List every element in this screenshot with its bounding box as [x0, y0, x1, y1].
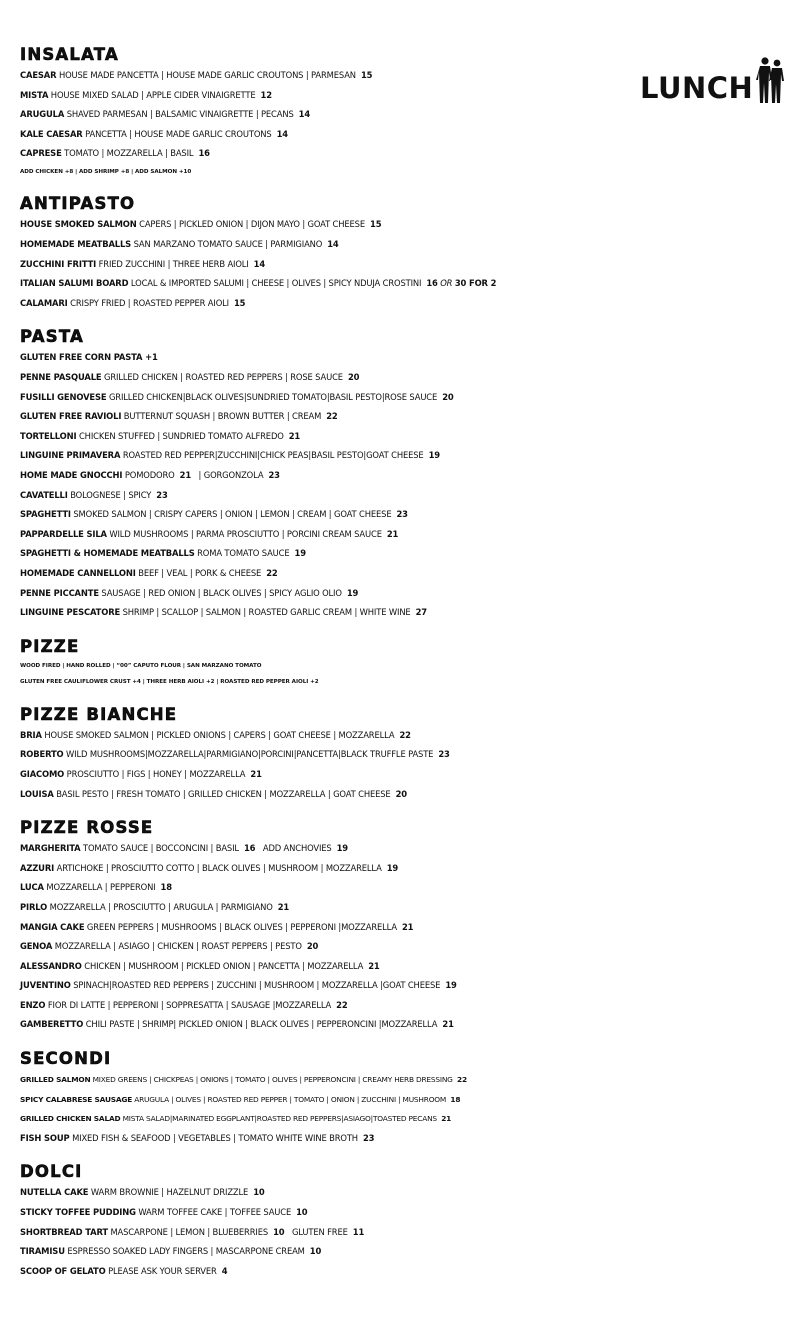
item-name: ENZO [20, 999, 46, 1010]
menu-item [20, 1070, 790, 1090]
item-description: BOLOGNESE | SPICY [70, 489, 152, 500]
item-description: BEEF | VEAL | PORK & CHEESE [138, 567, 262, 578]
item-name: ALESSANDRO [20, 960, 82, 971]
section-gap [20, 623, 790, 636]
item-price: 23 [438, 749, 450, 760]
item-name: HOMEMADE MEATBALLS [20, 239, 132, 250]
item-price: 19 [386, 862, 399, 873]
item-description: POMODORO [124, 470, 175, 480]
item-price: 15 [370, 219, 382, 230]
item-price: 21 [179, 470, 191, 480]
item-name: GRILLED SALMON [20, 1075, 91, 1085]
item-price: 21 [368, 960, 380, 971]
item-description: MIXED FISH & SEAFOOD | VEGETABLES | TOMATO WHITE WINE BROTH [72, 1132, 358, 1143]
item-description: WARM BROWNIE | HAZELNUT DRIZZLE [90, 1187, 249, 1198]
item-description: CHICKEN STUFFED | SUNDRIED TOMATO ALFREDO [78, 430, 284, 441]
menu-item [20, 505, 790, 525]
item-description: SHAVED PARMESAN | BALSAMIC VINAIGRETTE | PECANS [66, 109, 294, 120]
item-name: PENNE PASQUALE [20, 372, 102, 383]
menu-item [20, 584, 790, 604]
item-description: ARTICHOKE | PROSCIUTTO COTTO | BLACK OLIVES | MUSHROOM | MOZZARELLA [56, 862, 382, 873]
item-price: 21 [402, 921, 414, 932]
menu-item [20, 1242, 790, 1262]
item-price: 19 [428, 450, 440, 461]
item-name: LUCA [20, 882, 44, 893]
item-name: LINGUINE PESCATORE [20, 607, 121, 618]
item-price: 14 [253, 258, 266, 269]
menu-item [20, 937, 790, 957]
menu-item [20, 785, 790, 805]
menu-item [20, 125, 790, 145]
item-description: PANCETTA | HOUSE MADE GARLIC CROUTONS [85, 128, 272, 139]
item-name: PENNE PICCANTE [20, 587, 99, 598]
menu-item [20, 859, 790, 879]
menu-note: ADD CHICKEN +8 | ADD SHRIMP +8 | ADD SALMON +10 [20, 168, 192, 175]
item-price-extra: 30 FOR 2 [454, 278, 497, 289]
item-description: SHRIMP | SCALLOP | SALMON | ROASTED GARLIC CREAM | WHITE WINE [122, 607, 411, 618]
item-description: MASCARPONE | LEMON | BLUEBERRIES [110, 1226, 269, 1237]
item-price: 22 [266, 567, 278, 578]
menu-item [20, 86, 790, 106]
item-price: 22 [336, 999, 348, 1010]
item-name: KALE CAESAR [20, 128, 83, 139]
item-name: GLUTEN FREE CORN PASTA +1 [20, 352, 158, 363]
price-or: OR [440, 278, 453, 289]
menu-item [20, 368, 790, 388]
item-name: LOUISA [20, 788, 54, 799]
item-description-extra: ADD ANCHOVIES [262, 843, 332, 854]
item-description: BASIL PESTO | FRESH TOMATO | GRILLED CHICKEN | MOZZARELLA | GOAT CHEESE [56, 788, 391, 799]
item-name: CALAMARI [20, 297, 68, 308]
item-description: MOZZARELLA | PEPPERONI [46, 882, 156, 893]
item-description: PLEASE ASK YOUR SERVER [108, 1265, 217, 1276]
item-price: 10 [273, 1226, 285, 1237]
menu-note: GLUTEN FREE CAULIFLOWER CRUST +4 | THREE HERB AIOLI +2 | ROASTED RED PEPPER AIOLI +2 [20, 679, 319, 686]
item-description: LOCAL & IMPORTED SALUMI | CHEESE | OLIVES | SPICY NDUJA CROSTINI [130, 278, 422, 289]
item-name: SPAGHETTI [20, 509, 71, 520]
item-description: MOZZARELLA | ASIAGO | CHICKEN | ROAST PEPPERS | PESTO [54, 941, 302, 952]
item-price: 19 [346, 587, 359, 598]
item-description: CRISPY FRIED | ROASTED PEPPER AIOLI [70, 297, 229, 308]
menu-section [20, 704, 790, 804]
item-price: 21 [386, 528, 399, 539]
item-price: 21 [277, 901, 290, 912]
item-price: 18 [450, 1094, 461, 1104]
item-name: AZZURI [20, 862, 55, 873]
menu-item [20, 274, 790, 294]
item-name: ITALIAN SALUMI BOARD [20, 278, 129, 289]
item-price: 27 [415, 607, 427, 618]
menu-item [20, 603, 790, 623]
menu-section [20, 1161, 790, 1281]
item-price: 22 [457, 1075, 467, 1085]
menu-item [20, 564, 790, 584]
section-title: DOLCI [20, 1162, 83, 1182]
item-price: 12 [260, 89, 272, 100]
item-description: ARUGULA | OLIVES | ROASTED RED PEPPER | TOMATO | ONION | ZUCCHINI | MUSHROOM [134, 1094, 447, 1104]
section-title: PASTA [20, 327, 84, 347]
menu-item [20, 839, 790, 859]
item-description: HOUSE MADE PANCETTA | HOUSE MADE GARLIC CROUTONS | PARMESAN [58, 70, 356, 80]
item-price: 15 [234, 297, 246, 308]
item-description-extra: | GORGONZOLA [198, 470, 264, 480]
item-price: 10 [253, 1187, 265, 1198]
menu-section [20, 44, 790, 180]
item-price: 20 [442, 391, 454, 402]
item-description: WARM TOFFEE CAKE | TOFFEE SAUCE [138, 1207, 292, 1218]
menu-item [20, 745, 790, 765]
item-description: WILD MUSHROOMS | PARMA PROSCIUTTO | PORCINI CREAM SAUCE [109, 528, 382, 539]
section-gap [20, 1035, 790, 1048]
item-name: GIACOMO [20, 768, 65, 779]
item-name: HOMEMADE CANNELLONI [20, 567, 136, 578]
lunch-title: LUNCH [640, 71, 754, 105]
menu-item [20, 996, 790, 1016]
item-description: SMOKED SALMON | CRISPY CAPERS | ONION | LEMON | CREAM | GOAT CHEESE [73, 509, 392, 520]
item-description: CAPERS | PICKLED ONION | DIJON MAYO | GOAT CHEESE [139, 219, 365, 230]
item-price: 14 [276, 128, 288, 139]
item-name: SCOOP OF GELATO [20, 1265, 106, 1276]
menu-item [20, 486, 790, 506]
menu-item [20, 105, 790, 125]
item-name: BRIA [20, 729, 42, 740]
menu-item [20, 427, 790, 447]
item-name: SHORTBREAD TART [20, 1226, 108, 1237]
item-price: 15 [360, 70, 373, 80]
section-title: PIZZE BIANCHE [20, 704, 178, 724]
menu-section [20, 1048, 790, 1148]
item-name: GLUTEN FREE RAVIOLI [20, 411, 122, 422]
section-title: SECONDI [20, 1049, 112, 1069]
item-price: 14 [298, 109, 311, 120]
item-description: HOUSE SMOKED SALMON | PICKLED ONIONS | CAPERS | GOAT CHEESE | MOZZARELLA [44, 729, 395, 740]
item-price: 22 [326, 411, 338, 422]
item-price: 23 [362, 1132, 375, 1143]
menu-item [20, 348, 790, 368]
menu-item [20, 544, 790, 564]
item-name: PIRLO [20, 901, 48, 912]
item-price: 16 [243, 843, 256, 854]
menu-item [20, 976, 790, 996]
item-description: GRILLED CHICKEN | ROASTED RED PEPPERS | ROSE SAUCE [104, 372, 343, 383]
item-description: FRIED ZUCCHINI | THREE HERB AIOLI [98, 258, 249, 269]
menu-item [20, 144, 790, 164]
item-name: CAVATELLI [20, 489, 68, 500]
menu-section [20, 817, 790, 1035]
item-name: SPICY CALABRESE SAUSAGE [20, 1094, 133, 1104]
item-description: GRILLED CHICKEN|BLACK OLIVES|SUNDRIED TOMATO|BASIL PESTO|ROSE SAUCE [108, 391, 438, 402]
item-description: FIOR DI LATTE | PEPPERONI | SOPPRESATTA | SAUSAGE |MOZZARELLA [47, 999, 332, 1010]
item-name: SPAGHETTI & HOMEMADE MEATBALLS [20, 548, 195, 559]
item-name: JUVENTINO [20, 980, 71, 991]
item-price: 18 [160, 882, 172, 893]
item-name: TORTELLONI [20, 430, 77, 441]
item-description: MOZZARELLA | PROSCIUTTO | ARUGULA | PARMIGIANO [49, 901, 273, 912]
item-price: 14 [327, 239, 339, 250]
item-name: ARUGULA [20, 109, 65, 120]
menu-item [20, 726, 790, 746]
item-price: 20 [395, 788, 407, 799]
menu-section [20, 193, 790, 313]
item-description: ROASTED RED PEPPER|ZUCCHINI|CHICK PEAS|BASIL PESTO|GOAT CHEESE [122, 450, 424, 461]
item-price: 16 [198, 148, 210, 159]
menu-item [20, 898, 790, 918]
item-price-extra: 19 [336, 843, 348, 854]
menu-item [20, 1223, 790, 1243]
menu-item [20, 466, 790, 486]
menu-section [20, 636, 790, 691]
item-price: 21 [288, 430, 301, 441]
item-description: ESPRESSO SOAKED LADY FINGERS | MASCARPONE CREAM [67, 1246, 305, 1257]
item-price: 20 [347, 372, 360, 383]
item-description: ROMA TOMATO SAUCE [197, 548, 290, 559]
menu-item [20, 1109, 790, 1129]
item-price-extra: 23 [268, 470, 280, 480]
section-title: INSALATA [20, 45, 119, 64]
section-title: ANTIPASTO [20, 194, 136, 214]
menu-item [20, 957, 790, 977]
menu-item [20, 1129, 790, 1149]
item-price: 19 [445, 980, 457, 991]
item-name: NUTELLA CAKE [20, 1187, 89, 1198]
item-name: PAPPARDELLE SILA [20, 528, 107, 539]
menu-item [20, 525, 790, 545]
menu-item [20, 255, 790, 275]
item-price: 19 [294, 548, 306, 559]
item-description: WILD MUSHROOMS|MOZZARELLA|PARMIGIANO|PORCINI|PANCETTA|BLACK TRUFFLE PASTE [66, 749, 434, 760]
section-gap [20, 804, 790, 817]
menu-item [20, 235, 790, 255]
item-description: MISTA SALAD|MARINATED EGGPLANT|ROASTED RED PEPPERS|ASIAGO|TOASTED PECANS [122, 1114, 437, 1124]
menu-item [20, 66, 790, 86]
menu-item [20, 446, 790, 466]
item-description: SAN MARZANO TOMATO SAUCE | PARMIGIANO [133, 239, 323, 250]
item-price: 10 [309, 1246, 322, 1257]
item-description: GREEN PEPPERS | MUSHROOMS | BLACK OLIVES | PEPPERONI |MOZZARELLA [86, 921, 397, 932]
item-description: SPINACH|ROASTED RED PEPPERS | ZUCCHINI | MUSHROOM | MOZZARELLA |GOAT CHEESE [73, 980, 441, 991]
item-price: 22 [399, 729, 411, 740]
item-name: TIRAMISU [20, 1246, 65, 1257]
item-description: PROSCIUTTO | FIGS | HONEY | MOZZARELLA [66, 768, 246, 779]
item-name: CAESAR [20, 70, 57, 80]
item-price: 21 [250, 768, 262, 779]
menu-item [20, 215, 790, 235]
menu-item [20, 1183, 790, 1203]
menu-item [20, 765, 790, 785]
section-title: PIZZE [20, 636, 80, 656]
item-name: FUSILLI GENOVESE [20, 391, 107, 402]
item-description-extra: GLUTEN FREE [291, 1226, 348, 1237]
item-description: TOMATO | MOZZARELLA | BASIL [64, 148, 194, 159]
section-gap [20, 1148, 790, 1161]
item-name: HOME MADE GNOCCHI [20, 470, 123, 480]
item-name: ZUCCHINI FRITTI [20, 258, 97, 269]
item-name: MANGIA CAKE [20, 921, 85, 932]
item-name: GAMBERETTO [20, 1019, 84, 1030]
item-price: 4 [221, 1265, 228, 1276]
menu-item [20, 388, 790, 408]
item-price: 23 [396, 509, 408, 520]
item-description: CHILI PASTE | SHRIMP| PICKLED ONION | BLACK OLIVES | PEPPERONCINI |MOZZARELLA [85, 1019, 438, 1030]
menu-note: WOOD FIRED | HAND ROLLED | “00” CAPUTO FLOUR | SAN MARZANO TOMATO [20, 662, 262, 669]
menu-item [20, 294, 790, 314]
menu-section [20, 326, 790, 622]
menu [20, 44, 790, 1281]
item-price: 21 [441, 1114, 452, 1124]
item-name: MARGHERITA [20, 843, 81, 854]
item-price: 21 [442, 1019, 454, 1030]
menu-item [20, 1203, 790, 1223]
item-description: BUTTERNUT SQUASH | BROWN BUTTER | CREAM [123, 411, 322, 422]
menu-item [20, 918, 790, 938]
section-gap [20, 313, 790, 326]
item-name: LINGUINE PRIMAVERA [20, 450, 121, 461]
item-description: SAUSAGE | RED ONION | BLACK OLIVES | SPICY AGLIO OLIO [101, 587, 342, 598]
item-name: FISH SOUP [20, 1132, 70, 1143]
item-name: ROBERTO [20, 749, 64, 760]
item-name: HOUSE SMOKED SALMON [20, 219, 137, 230]
item-description: HOUSE MIXED SALAD | APPLE CIDER VINAIGRETTE [50, 89, 256, 100]
item-name: CAPRESE [20, 148, 62, 159]
item-price: 16 [426, 278, 438, 289]
item-name: STICKY TOFFEE PUDDING [20, 1207, 136, 1218]
item-name: GRILLED CHICKEN SALAD [20, 1114, 121, 1124]
menu-item [20, 407, 790, 427]
item-price: 23 [156, 489, 168, 500]
item-description: TOMATO SAUCE | BOCCONCINI | BASIL [83, 843, 239, 854]
menu-item [20, 878, 790, 898]
item-description: MIXED GREENS | CHICKPEAS | ONIONS | TOMATO | OLIVES | PEPPERONCINI | CREAMY HERB DRESSING [92, 1075, 453, 1085]
item-name: MISTA [20, 89, 49, 100]
section-gap [20, 180, 790, 193]
section-title: PIZZE ROSSE [20, 818, 154, 838]
menu-item [20, 1015, 790, 1035]
item-name: GENOA [20, 941, 53, 952]
item-price: 20 [306, 941, 319, 952]
item-price-extra: 11 [352, 1226, 365, 1237]
item-price: 10 [296, 1207, 308, 1218]
section-gap [20, 691, 790, 704]
item-description: CHICKEN | MUSHROOM | PICKLED ONION | PANCETTA | MOZZARELLA [84, 960, 364, 971]
menu-item [20, 1262, 790, 1282]
menu-item [20, 1090, 790, 1110]
